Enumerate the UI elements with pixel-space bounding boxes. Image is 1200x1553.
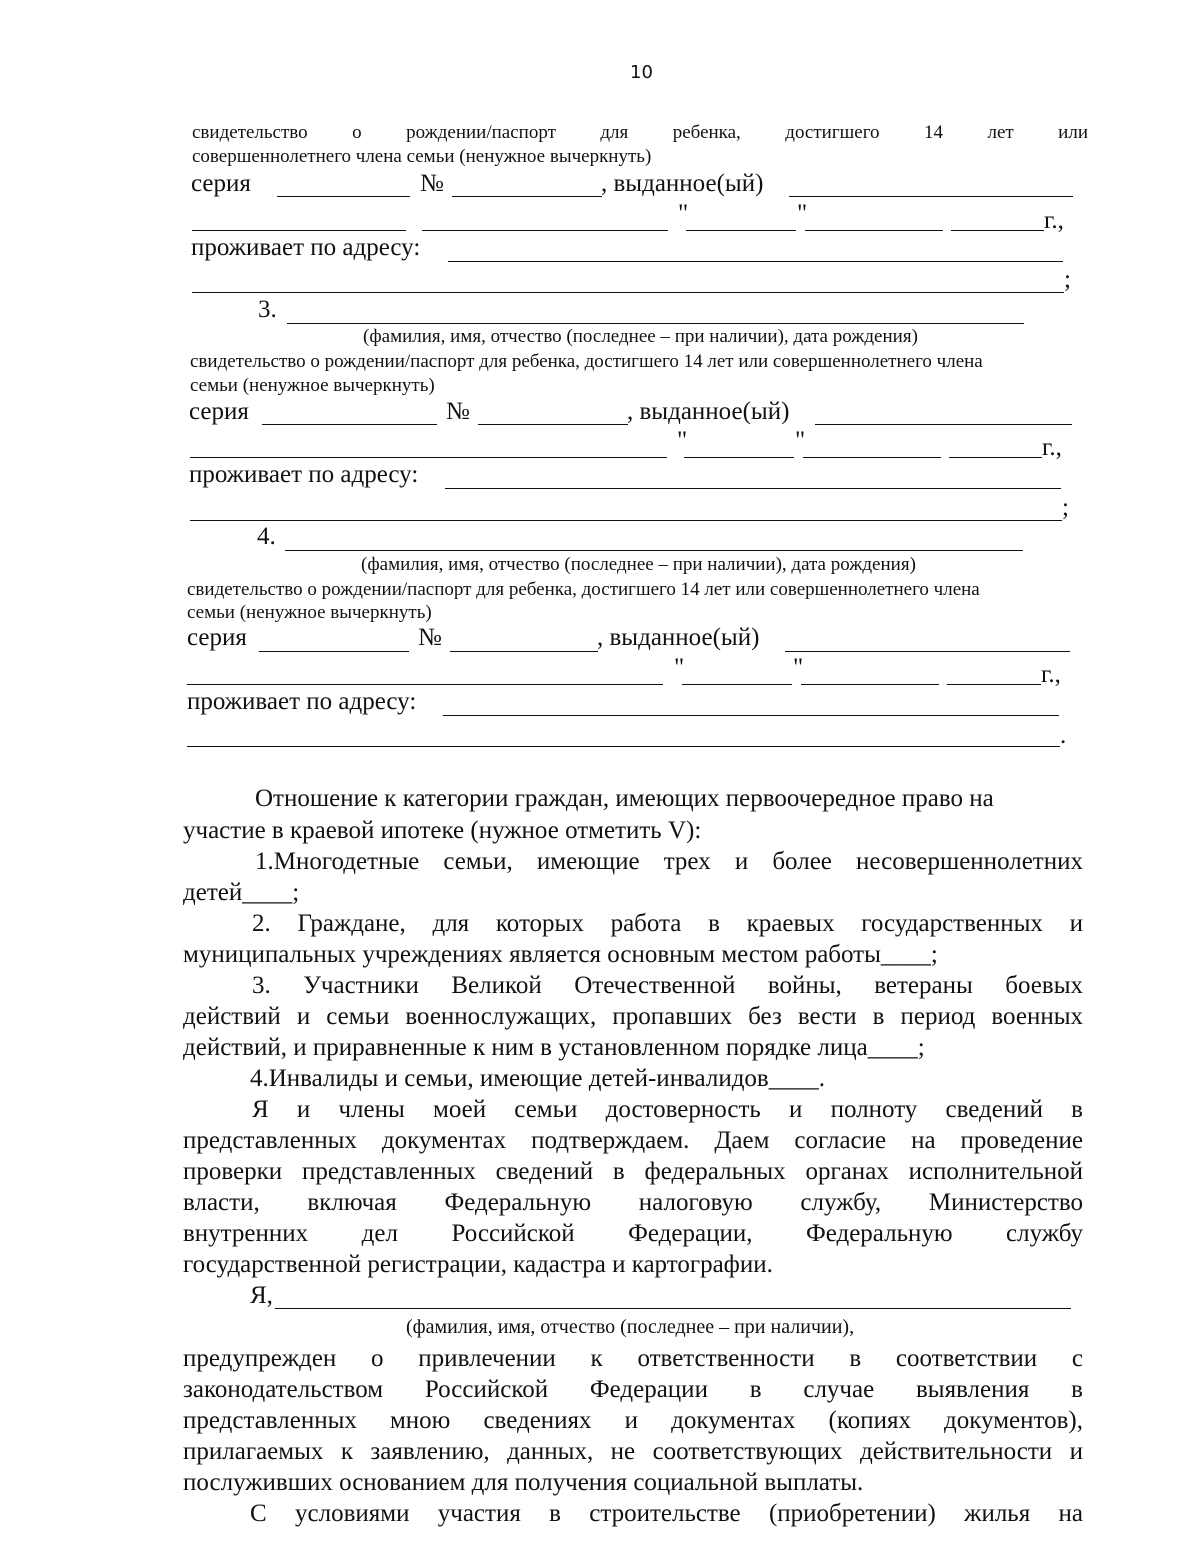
block2-issued-label: , выданное(ый)	[601, 170, 764, 197]
block3-issued-field[interactable]	[815, 424, 1072, 425]
block2-issued-field[interactable]	[789, 196, 1073, 197]
declaration-line-6: С условиями участия в строительстве (приобретении) жилья на	[250, 1500, 1083, 1527]
block4-quote-open: "	[674, 654, 685, 681]
block2-year-label: г.,	[1044, 207, 1064, 234]
block3-quote-close: "	[795, 427, 806, 454]
priority-item-4: 4.Инвалиды и семьи, имеющие детей-инвалидов____.	[250, 1065, 825, 1092]
block2-end-mark: ;	[1064, 266, 1071, 293]
block4-year-label: г.,	[1041, 661, 1061, 688]
block3-month-field[interactable]	[803, 457, 941, 458]
block4-address-field-2[interactable]	[187, 746, 1060, 747]
declaration-line-4: прилагаемых к заявлению, данных, не соответствующих действительности и	[183, 1438, 1083, 1465]
block4-address-field-1[interactable]	[443, 715, 1059, 716]
block2-day-field[interactable]	[686, 230, 796, 231]
block3-issued-label: , выданное(ый)	[627, 398, 790, 425]
block3-series-field[interactable]	[262, 424, 437, 425]
block2-address-label: проживает по адресу:	[191, 234, 421, 261]
block3-name-field[interactable]	[287, 323, 1024, 324]
block2-series-label: серия	[191, 170, 251, 197]
block2-number-label: №	[420, 170, 444, 197]
consent-line-6: государственной регистрации, кадастра и картографии.	[183, 1251, 773, 1278]
block2-series-field[interactable]	[277, 196, 410, 197]
block3-series-label: серия	[189, 398, 249, 425]
priority-intro-line-1: Отношение к категории граждан, имеющих первоочередное право на	[255, 785, 994, 812]
declaration-line-2: законодательством Российской Федерации в случае выявления в	[183, 1376, 1083, 1403]
declaration-caption: (фамилия, имя, отчество (последнее – при наличии),	[406, 1316, 855, 1338]
block3-caption: (фамилия, имя, отчество (последнее – при наличии), дата рождения)	[363, 326, 918, 347]
block4-caption: (фамилия, имя, отчество (последнее – при наличии), дата рождения)	[361, 554, 916, 575]
block2-cert-line-2: совершеннолетнего члена семьи (ненужное вычеркнуть)	[192, 146, 652, 167]
block4-number-label: №	[418, 624, 442, 651]
block3-quote-open: "	[677, 427, 688, 454]
block3-number-label: №	[446, 398, 470, 425]
block3-cert-line-1: свидетельство о рождении/паспорт для ребенка, достигшего 14 лет или совершеннолетнего члена	[190, 351, 983, 372]
consent-line-2: представленных документах подтверждаем. Даем согласие на проведение	[183, 1127, 1083, 1154]
consent-line-1: Я и члены моей семьи достоверность и полноту сведений в	[252, 1096, 1083, 1123]
block3-number-field[interactable]	[478, 424, 628, 425]
block2-issuer-field-1[interactable]	[192, 230, 406, 231]
block4-number: 4.	[257, 523, 276, 550]
block2-quote-close: "	[797, 200, 808, 227]
block4-day-field[interactable]	[682, 684, 792, 685]
block4-issued-label: , выданное(ый)	[597, 624, 760, 651]
block4-address-label: проживает по адресу:	[187, 688, 417, 715]
block4-series-field[interactable]	[259, 651, 409, 652]
priority-item-1-line-2: детей____;	[183, 879, 300, 906]
block4-year-field[interactable]	[947, 684, 1041, 685]
block4-name-field[interactable]	[285, 550, 1023, 551]
consent-line-4: власти, включая Федеральную налоговую службу, Министерство	[183, 1189, 1083, 1216]
block3-address-label: проживает по адресу:	[189, 461, 419, 488]
block2-number-field[interactable]	[452, 196, 602, 197]
block3-issuer-field[interactable]	[190, 457, 667, 458]
block2-address-field-2[interactable]	[192, 292, 1064, 293]
block4-issued-field[interactable]	[785, 651, 1070, 652]
block3-address-field-2[interactable]	[190, 520, 1062, 521]
block4-quote-close: "	[793, 654, 804, 681]
page-number: 10	[630, 62, 653, 83]
priority-item-2-line-2: муниципальных учреждениях является основным местом работы____;	[183, 941, 938, 968]
block3-day-field[interactable]	[684, 457, 794, 458]
block4-cert-line-2: семьи (ненужное вычеркнуть)	[187, 602, 432, 623]
block3-end-mark: ;	[1062, 494, 1069, 521]
declaration-line-1: предупрежден о привлечении к ответственности в соответствии с	[183, 1345, 1083, 1372]
declaration-ya: Я,	[250, 1282, 273, 1309]
block4-series-label: серия	[187, 624, 247, 651]
block2-issuer-field-2[interactable]	[422, 230, 668, 231]
declaration-line-3: представленных мною сведениях и документах (копиях документов),	[183, 1407, 1083, 1434]
consent-line-3: проверки представленных сведений в федеральных органах исполнительной	[183, 1158, 1083, 1185]
block4-issuer-field[interactable]	[187, 684, 663, 685]
block3-year-field[interactable]	[949, 457, 1042, 458]
priority-item-3-line-2: действий и семьи военнослужащих, пропавших без вести в период военных	[183, 1003, 1083, 1030]
block4-number-field[interactable]	[450, 651, 598, 652]
block3-cert-line-2: семьи (ненужное вычеркнуть)	[190, 375, 435, 396]
priority-item-1-line-1: 1.Многодетные семьи, имеющие трех и более несовершеннолетних	[255, 848, 1083, 875]
declaration-line-5: послуживших основанием для получения социальной выплаты.	[183, 1469, 864, 1496]
block4-month-field[interactable]	[801, 684, 939, 685]
block3-address-field-1[interactable]	[445, 488, 1061, 489]
block4-end-mark: .	[1060, 722, 1067, 749]
block2-address-field-1[interactable]	[448, 261, 1063, 262]
consent-line-5: внутренних дел Российской Федерации, Федеральную службу	[183, 1220, 1083, 1247]
block2-cert-line-1: свидетельство о рождении/паспорт для ребенка, достигшего 14 лет или	[192, 122, 1088, 143]
priority-item-3-line-1: 3. Участники Великой Отечественной войны, ветераны боевых	[252, 972, 1083, 999]
priority-item-2-line-1: 2. Граждане, для которых работа в краевых государственных и	[252, 910, 1083, 937]
declaration-name-field[interactable]	[275, 1308, 1071, 1309]
block2-year-field[interactable]	[951, 230, 1044, 231]
block3-number: 3.	[258, 296, 277, 323]
block4-cert-line-1: свидетельство о рождении/паспорт для ребенка, достигшего 14 лет или совершеннолетнего члена	[187, 579, 980, 600]
block3-year-label: г.,	[1042, 434, 1062, 461]
block2-month-field[interactable]	[805, 230, 943, 231]
priority-item-3-line-3: действий, и приравненные к ним в установленном порядке лица____;	[183, 1034, 925, 1061]
block2-quote-open: "	[678, 200, 689, 227]
priority-intro-line-2: участие в краевой ипотеке (нужное отметить V):	[183, 817, 702, 844]
